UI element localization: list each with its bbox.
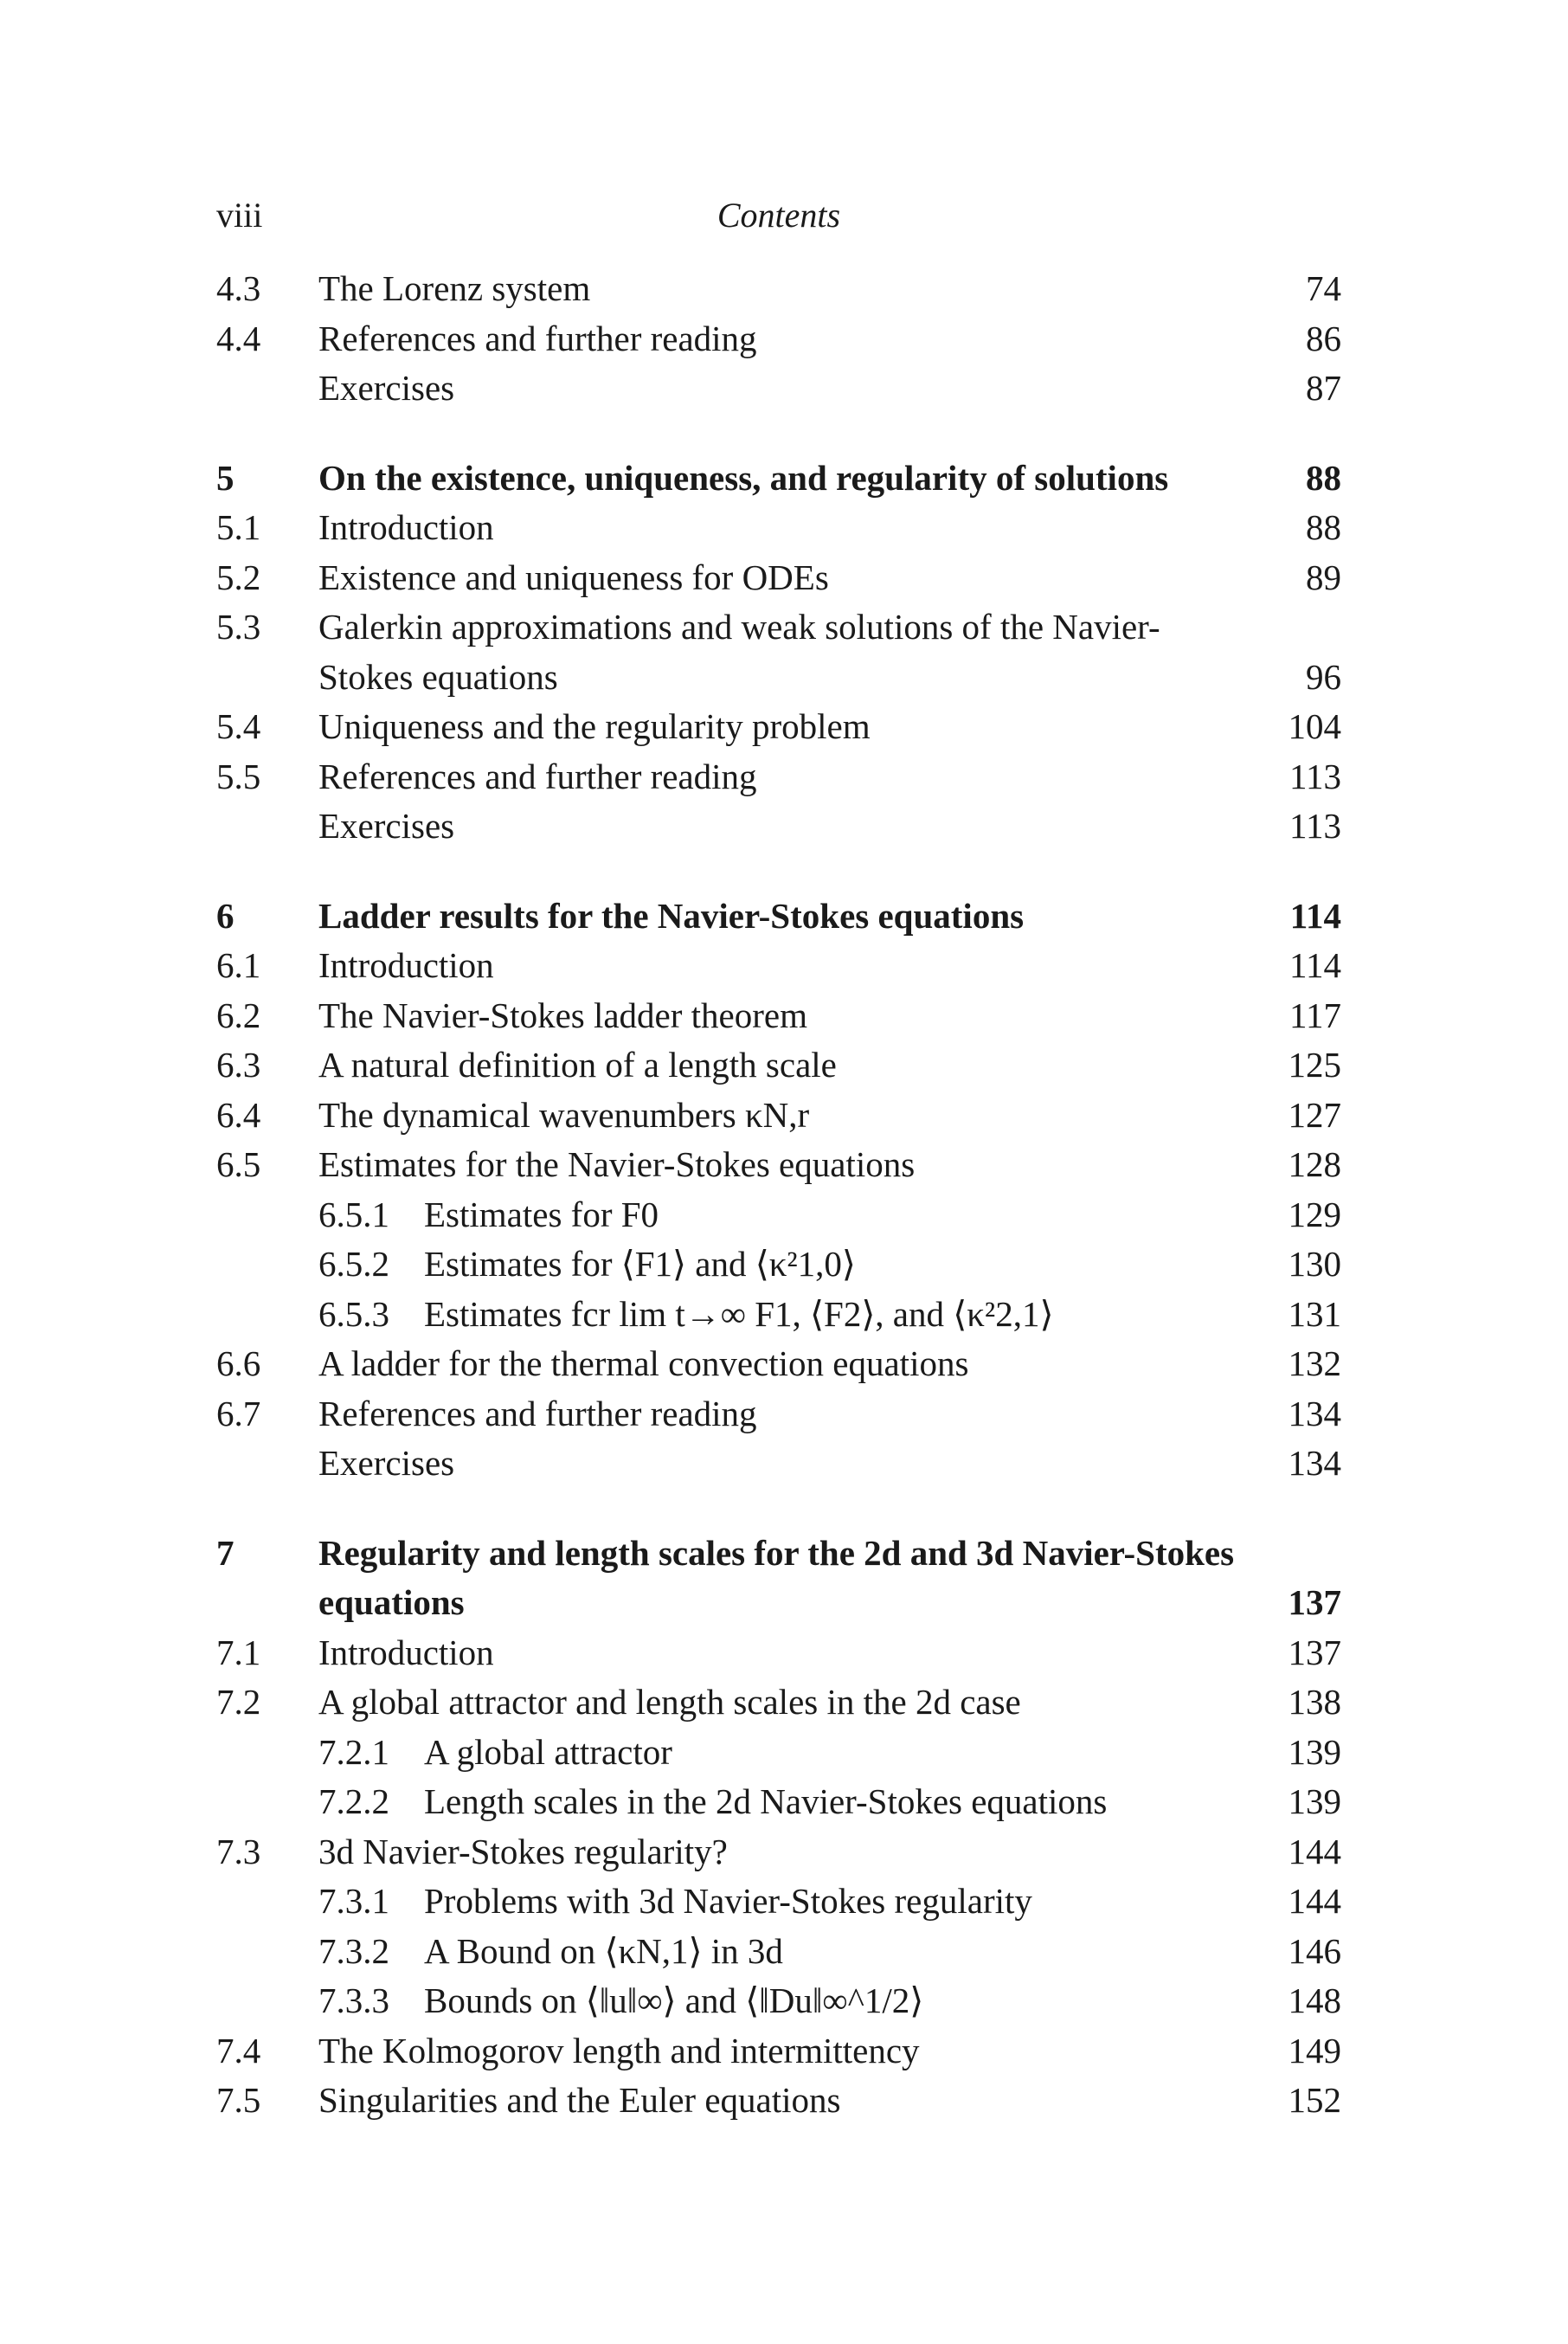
- chapter-number: 6: [216, 895, 235, 936]
- chapter-heading: [216, 1529, 1341, 1579]
- toc-subentry: [216, 1777, 1341, 1827]
- toc-entry: [216, 752, 1341, 802]
- toc-subentry: [216, 1877, 1341, 1927]
- chapter-title: Regularity and length scales for the 2d and 3d Navier-Stokes: [318, 1532, 1235, 1573]
- folio-number: viii: [216, 196, 263, 235]
- section-title: Introduction: [318, 1632, 494, 1672]
- section-title: The Kolmogorov length and intermittency: [318, 2030, 920, 2070]
- page-number: 132: [1288, 1343, 1341, 1383]
- toc-entry: [216, 264, 1341, 314]
- subsection-number: 7.2.2: [318, 1781, 389, 1821]
- toc-entry: [216, 2076, 1341, 2126]
- subsection-title: A Bound on ⟨κN,1⟩ in 3d: [424, 1930, 783, 1971]
- page-number: 96: [1306, 656, 1341, 697]
- toc-entry: [216, 1091, 1341, 1141]
- subsection-title: Estimates for F0: [424, 1194, 659, 1234]
- subsection-number: 7.3.3: [318, 1980, 389, 2020]
- page-number: 113: [1289, 756, 1341, 796]
- section-title: Introduction: [318, 945, 494, 985]
- section-title: Existence and uniqueness for ODEs: [318, 557, 829, 597]
- chapter-heading: [216, 454, 1341, 504]
- toc-entry: [216, 1439, 1341, 1489]
- toc-entry: [216, 1827, 1341, 1877]
- page-number: 134: [1288, 1393, 1341, 1433]
- toc-entry-continuation: [216, 653, 1341, 703]
- toc-entry: [216, 364, 1341, 414]
- toc-entry: [216, 1040, 1341, 1091]
- page-number: 137: [1288, 1632, 1341, 1672]
- subsection-number: 7.3.1: [318, 1881, 389, 1921]
- toc-entry: [216, 1339, 1341, 1389]
- subsection-title: Estimates for ⟨F1⟩ and ⟨κ²1,0⟩: [424, 1244, 856, 1284]
- section-number: 6.1: [216, 945, 261, 985]
- chapter-title: Ladder results for the Navier-Stokes equations: [318, 895, 1025, 936]
- page-number: 114: [1289, 895, 1341, 936]
- section-title: Exercises: [318, 1443, 455, 1483]
- chapter-heading: [216, 892, 1341, 942]
- subsection-number: 7.3.2: [318, 1930, 389, 1971]
- page-number: 137: [1288, 1582, 1341, 1622]
- section-number: 7.5: [216, 2080, 261, 2120]
- section-number: 5.5: [216, 756, 261, 796]
- page-number: 127: [1288, 1094, 1341, 1135]
- page-number: 125: [1288, 1045, 1341, 1085]
- page-number: 144: [1288, 1881, 1341, 1921]
- page-number: 88: [1306, 457, 1341, 498]
- section-number: 7.3: [216, 1831, 261, 1871]
- page-number: 128: [1288, 1144, 1341, 1184]
- toc-entry: [216, 702, 1341, 752]
- toc-entry: [216, 1678, 1341, 1728]
- toc-entry: [216, 1628, 1341, 1678]
- section-title: The dynamical wavenumbers κN,r: [318, 1094, 810, 1135]
- subsection-title: Bounds on ⟨‖u‖∞⟩ and ⟨‖Du‖∞^1/2⟩: [424, 1980, 924, 2020]
- toc-entry: [216, 1389, 1341, 1439]
- section-number: 7.1: [216, 1632, 261, 1672]
- page-header: [216, 195, 1341, 247]
- toc-entry: [216, 991, 1341, 1041]
- page-number: 139: [1288, 1731, 1341, 1772]
- section-number: 5.1: [216, 507, 261, 547]
- chapter-title: equations: [318, 1582, 465, 1622]
- page-number: 113: [1289, 806, 1341, 846]
- page-number: 149: [1288, 2030, 1341, 2070]
- subsection-number: 6.5.2: [318, 1244, 389, 1284]
- subsection-number: 7.2.1: [318, 1731, 389, 1772]
- section-title: Exercises: [318, 806, 455, 846]
- chapter-title: On the existence, uniqueness, and regularity of solutions: [318, 457, 1169, 498]
- section-number: 4.4: [216, 318, 261, 358]
- page-number: 130: [1288, 1244, 1341, 1284]
- section-title: The Navier-Stokes ladder theorem: [318, 995, 807, 1035]
- toc-entry: [216, 553, 1341, 603]
- chapter-number: 5: [216, 457, 235, 498]
- section-title: Estimates for the Navier-Stokes equations: [318, 1144, 916, 1184]
- toc-subentry: [216, 1728, 1341, 1778]
- page-number: 88: [1306, 507, 1341, 547]
- toc-subentry: [216, 1290, 1341, 1340]
- subsection-title: Length scales in the 2d Navier-Stokes equations: [424, 1781, 1108, 1821]
- section-title: The Lorenz system: [318, 268, 591, 308]
- chapter-heading-continuation: [216, 1578, 1341, 1628]
- page-number: 87: [1306, 368, 1341, 408]
- section-title: References and further reading: [318, 756, 757, 796]
- section-title: A ladder for the thermal convection equations: [318, 1343, 969, 1383]
- section-title: References and further reading: [318, 318, 757, 358]
- page-number: 139: [1288, 1781, 1341, 1821]
- section-title: Introduction: [318, 507, 494, 547]
- table-of-contents: [216, 264, 1341, 2126]
- page-number: 86: [1306, 318, 1341, 358]
- toc-subentry: [216, 1240, 1341, 1290]
- section-number: 5.2: [216, 557, 261, 597]
- page-number: 89: [1306, 557, 1341, 597]
- toc-entry: [216, 314, 1341, 364]
- toc-entry: [216, 2026, 1341, 2077]
- page-number: 144: [1288, 1831, 1341, 1871]
- page-number: 131: [1288, 1293, 1341, 1334]
- section-number: 7.2: [216, 1682, 261, 1722]
- section-number: 7.4: [216, 2030, 261, 2070]
- section-number: 6.3: [216, 1045, 261, 1085]
- page-number: 152: [1288, 2080, 1341, 2120]
- page-number: 134: [1288, 1443, 1341, 1483]
- page-number: 104: [1288, 706, 1341, 746]
- section-number: 6.4: [216, 1094, 261, 1135]
- section-number: 4.3: [216, 268, 261, 308]
- section-title: Galerkin approximations and weak solutions of the Navier-: [318, 607, 1160, 647]
- section-title: Uniqueness and the regularity problem: [318, 706, 871, 746]
- subsection-title: Problems with 3d Navier-Stokes regularity: [424, 1881, 1032, 1921]
- toc-entry: [216, 602, 1341, 653]
- page-number: 129: [1288, 1194, 1341, 1234]
- toc-entry: [216, 503, 1341, 553]
- running-title: Contents: [717, 196, 841, 235]
- section-number: 6.7: [216, 1393, 261, 1433]
- toc-subentry: [216, 1976, 1341, 2026]
- page-number: 148: [1288, 1980, 1341, 2020]
- section-title: Singularities and the Euler equations: [318, 2080, 841, 2120]
- page-number: 114: [1289, 945, 1341, 985]
- page-number: 74: [1306, 268, 1341, 308]
- section-number: 5.4: [216, 706, 261, 746]
- section-title: Exercises: [318, 368, 455, 408]
- subsection-title: Estimates fcr lim t→∞ F1, ⟨F2⟩, and ⟨κ²2,1⟩: [424, 1293, 1054, 1334]
- page-number: 146: [1288, 1930, 1341, 1971]
- section-number: 6.5: [216, 1144, 261, 1184]
- toc-entry: [216, 1140, 1341, 1190]
- section-number: 6.6: [216, 1343, 261, 1383]
- subsection-number: 6.5.1: [318, 1194, 389, 1234]
- section-title: Stokes equations: [318, 656, 558, 697]
- toc-subentry: [216, 1927, 1341, 1977]
- section-number: 6.2: [216, 995, 261, 1035]
- section-number: 5.3: [216, 607, 261, 647]
- section-title: 3d Navier-Stokes regularity?: [318, 1831, 728, 1871]
- page-number: 117: [1289, 995, 1341, 1035]
- page-number: 138: [1288, 1682, 1341, 1722]
- toc-subentry: [216, 1190, 1341, 1240]
- toc-entry: [216, 802, 1341, 852]
- section-title: A natural definition of a length scale: [318, 1045, 837, 1085]
- subsection-title: A global attractor: [424, 1731, 672, 1772]
- chapter-number: 7: [216, 1532, 235, 1573]
- section-title: A global attractor and length scales in the 2d case: [318, 1682, 1021, 1722]
- section-title: References and further reading: [318, 1393, 757, 1433]
- toc-entry: [216, 941, 1341, 991]
- subsection-number: 6.5.3: [318, 1293, 389, 1334]
